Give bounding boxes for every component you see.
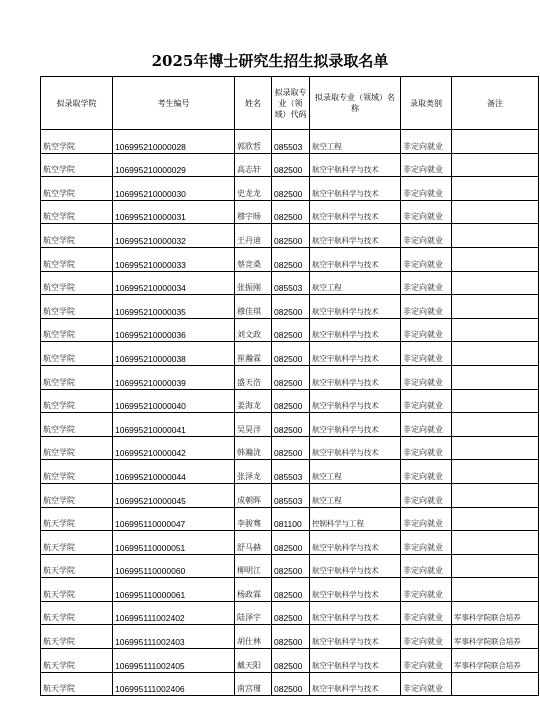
cell-name: 张振刚 xyxy=(235,271,272,295)
cell-note xyxy=(452,436,539,460)
cell-exam-no: 106995210000031 xyxy=(113,200,235,224)
cell-major-code: 082500 xyxy=(272,342,310,366)
header-note: 备注 xyxy=(452,77,539,130)
cell-note xyxy=(452,224,539,248)
cell-note: 军事科学院联合培养 xyxy=(452,625,539,649)
cell-college: 航天学院 xyxy=(41,531,113,555)
table-row xyxy=(41,130,539,154)
cell-note xyxy=(452,177,539,201)
cell-major-name: 航空宇航科学与技术 xyxy=(310,365,401,389)
cell-category: 非定向就业 xyxy=(401,578,452,602)
cell-note xyxy=(452,531,539,555)
table-row xyxy=(41,247,539,271)
cell-major-code: 085503 xyxy=(272,460,310,484)
cell-exam-no: 106995110000060 xyxy=(113,554,235,578)
cell-college: 航空学院 xyxy=(41,130,113,154)
cell-college: 航空学院 xyxy=(41,271,113,295)
cell-note xyxy=(452,271,539,295)
cell-note xyxy=(452,389,539,413)
cell-name: 刘文政 xyxy=(235,318,272,342)
cell-major-name: 航空宇航科学与技术 xyxy=(310,389,401,413)
table-row xyxy=(41,672,539,696)
cell-exam-no: 106995210000033 xyxy=(113,247,235,271)
cell-category: 非定向就业 xyxy=(401,601,452,625)
table-row xyxy=(41,531,539,555)
cell-major-name: 航空工程 xyxy=(310,460,401,484)
cell-note xyxy=(452,554,539,578)
cell-exam-no: 106995210000028 xyxy=(113,130,235,154)
cell-major-code: 082500 xyxy=(272,153,310,177)
cell-category: 非定向就业 xyxy=(401,177,452,201)
cell-category: 非定向就业 xyxy=(401,365,452,389)
cell-category: 非定向就业 xyxy=(401,413,452,437)
cell-major-code: 082500 xyxy=(272,413,310,437)
cell-name: 穆宇旸 xyxy=(235,200,272,224)
cell-college: 航空学院 xyxy=(41,365,113,389)
cell-major-name: 航空宇航科学与技术 xyxy=(310,318,401,342)
cell-category: 非定向就业 xyxy=(401,224,452,248)
table-body xyxy=(41,130,539,696)
cell-college: 航空学院 xyxy=(41,153,113,177)
cell-exam-no: 106995210000029 xyxy=(113,153,235,177)
cell-name: 柳明江 xyxy=(235,554,272,578)
cell-note xyxy=(452,200,539,224)
cell-exam-no: 106995210000034 xyxy=(113,271,235,295)
cell-major-name: 控制科学与工程 xyxy=(310,507,401,531)
cell-major-code: 082500 xyxy=(272,672,310,696)
cell-major-code: 082500 xyxy=(272,554,310,578)
cell-name: 韩瀚泷 xyxy=(235,436,272,460)
header-major-code: 拟录取专业（领域）代码 xyxy=(272,77,310,130)
table-row xyxy=(41,200,539,224)
cell-note xyxy=(452,153,539,177)
cell-name: 戴天阳 xyxy=(235,649,272,673)
cell-major-code: 082500 xyxy=(272,177,310,201)
cell-major-name: 航空宇航科学与技术 xyxy=(310,224,401,248)
cell-major-name: 航空工程 xyxy=(310,130,401,154)
cell-college: 航空学院 xyxy=(41,318,113,342)
cell-name: 崔瀚霖 xyxy=(235,342,272,366)
cell-note xyxy=(452,483,539,507)
cell-major-name: 航空宇航科学与技术 xyxy=(310,413,401,437)
cell-major-code: 082500 xyxy=(272,247,310,271)
cell-category: 非定向就业 xyxy=(401,672,452,696)
cell-exam-no: 106995110000047 xyxy=(113,507,235,531)
table-row xyxy=(41,271,539,295)
header-college: 拟录取学院 xyxy=(41,77,113,130)
table-row xyxy=(41,460,539,484)
cell-major-code: 082500 xyxy=(272,531,310,555)
cell-exam-no: 106995210000036 xyxy=(113,318,235,342)
table-row xyxy=(41,483,539,507)
cell-major-code: 085503 xyxy=(272,483,310,507)
cell-major-code: 082500 xyxy=(272,649,310,673)
cell-category: 非定向就业 xyxy=(401,436,452,460)
cell-exam-no: 106995210000035 xyxy=(113,295,235,319)
cell-note xyxy=(452,365,539,389)
cell-major-code: 082500 xyxy=(272,318,310,342)
cell-category: 非定向就业 xyxy=(401,389,452,413)
table-header-row xyxy=(41,77,539,130)
cell-major-code: 082500 xyxy=(272,295,310,319)
cell-note xyxy=(452,578,539,602)
header-major-name: 拟录取专业（领域）名称 xyxy=(310,77,401,130)
cell-name: 吴昊洋 xyxy=(235,413,272,437)
table-row xyxy=(41,318,539,342)
cell-name: 成朝晖 xyxy=(235,483,272,507)
table-row xyxy=(41,413,539,437)
cell-major-name: 航空宇航科学与技术 xyxy=(310,625,401,649)
cell-major-code: 082500 xyxy=(272,224,310,248)
cell-exam-no: 106995210000045 xyxy=(113,483,235,507)
cell-exam-no: 106995210000044 xyxy=(113,460,235,484)
cell-category: 非定向就业 xyxy=(401,649,452,673)
cell-college: 航空学院 xyxy=(41,295,113,319)
cell-college: 航天学院 xyxy=(41,578,113,602)
cell-major-name: 航空工程 xyxy=(310,271,401,295)
cell-major-name: 航空宇航科学与技术 xyxy=(310,578,401,602)
cell-note xyxy=(452,672,539,696)
cell-major-name: 航空宇航科学与技术 xyxy=(310,153,401,177)
cell-category: 非定向就业 xyxy=(401,342,452,366)
cell-note xyxy=(452,130,539,154)
cell-note: 军事科学院联合培养 xyxy=(452,601,539,625)
cell-name: 郭欣哲 xyxy=(235,130,272,154)
cell-major-name: 航空宇航科学与技术 xyxy=(310,200,401,224)
cell-college: 航天学院 xyxy=(41,601,113,625)
cell-exam-no: 106995111002406 xyxy=(113,672,235,696)
cell-major-code: 082500 xyxy=(272,601,310,625)
cell-exam-no: 106995111002402 xyxy=(113,601,235,625)
cell-category: 非定向就业 xyxy=(401,625,452,649)
cell-exam-no: 106995210000038 xyxy=(113,342,235,366)
cell-name: 李骏骞 xyxy=(235,507,272,531)
table-row xyxy=(41,389,539,413)
cell-name: 陆泽宇 xyxy=(235,601,272,625)
cell-exam-no: 106995111002405 xyxy=(113,649,235,673)
cell-name: 杨政霖 xyxy=(235,578,272,602)
cell-name: 盛天浩 xyxy=(235,365,272,389)
cell-major-code: 082500 xyxy=(272,625,310,649)
cell-major-name: 航空工程 xyxy=(310,483,401,507)
cell-category: 非定向就业 xyxy=(401,483,452,507)
cell-exam-no: 106995210000032 xyxy=(113,224,235,248)
cell-note: 军事科学院联合培养 xyxy=(452,649,539,673)
cell-category: 非定向就业 xyxy=(401,460,452,484)
header-category: 录取类别 xyxy=(401,77,452,130)
table-row xyxy=(41,601,539,625)
cell-major-code: 081100 xyxy=(272,507,310,531)
cell-note xyxy=(452,507,539,531)
admission-table xyxy=(40,76,539,696)
table-row xyxy=(41,554,539,578)
cell-exam-no: 106995210000041 xyxy=(113,413,235,437)
cell-category: 非定向就业 xyxy=(401,295,452,319)
cell-major-name: 航空宇航科学与技术 xyxy=(310,342,401,366)
cell-major-code: 082500 xyxy=(272,436,310,460)
cell-category: 非定向就业 xyxy=(401,271,452,295)
cell-college: 航空学院 xyxy=(41,483,113,507)
cell-name: 穆佳琪 xyxy=(235,295,272,319)
cell-major-code: 082500 xyxy=(272,578,310,602)
table-row xyxy=(41,153,539,177)
table-row xyxy=(41,224,539,248)
header-name: 姓名 xyxy=(235,77,272,130)
cell-category: 非定向就业 xyxy=(401,247,452,271)
cell-name: 舒马赫 xyxy=(235,531,272,555)
cell-major-code: 082500 xyxy=(272,389,310,413)
cell-major-code: 085503 xyxy=(272,130,310,154)
cell-category: 非定向就业 xyxy=(401,200,452,224)
cell-category: 非定向就业 xyxy=(401,554,452,578)
cell-name: 王丹迪 xyxy=(235,224,272,248)
cell-major-name: 航空宇航科学与技术 xyxy=(310,436,401,460)
cell-exam-no: 106995210000042 xyxy=(113,436,235,460)
cell-name: 胡仕林 xyxy=(235,625,272,649)
cell-major-name: 航空宇航科学与技术 xyxy=(310,177,401,201)
cell-name: 蔡竞桑 xyxy=(235,247,272,271)
table-row xyxy=(41,436,539,460)
cell-exam-no: 106995210000039 xyxy=(113,365,235,389)
cell-college: 航天学院 xyxy=(41,649,113,673)
cell-exam-no: 106995210000040 xyxy=(113,389,235,413)
cell-category: 非定向就业 xyxy=(401,318,452,342)
cell-name: 高志轩 xyxy=(235,153,272,177)
cell-college: 航空学院 xyxy=(41,436,113,460)
cell-college: 航天学院 xyxy=(41,672,113,696)
cell-name: 史龙龙 xyxy=(235,177,272,201)
cell-major-code: 082500 xyxy=(272,365,310,389)
header-exam-no: 考生编号 xyxy=(113,77,235,130)
cell-college: 航空学院 xyxy=(41,200,113,224)
table-row xyxy=(41,365,539,389)
cell-note xyxy=(452,460,539,484)
cell-exam-no: 106995210000030 xyxy=(113,177,235,201)
cell-college: 航空学院 xyxy=(41,413,113,437)
cell-college: 航天学院 xyxy=(41,625,113,649)
table-row xyxy=(41,649,539,673)
cell-college: 航空学院 xyxy=(41,247,113,271)
cell-note xyxy=(452,413,539,437)
cell-college: 航空学院 xyxy=(41,224,113,248)
table-row xyxy=(41,625,539,649)
table-row xyxy=(41,507,539,531)
cell-major-name: 航空宇航科学与技术 xyxy=(310,672,401,696)
cell-exam-no: 106995110000061 xyxy=(113,578,235,602)
cell-major-name: 航空宇航科学与技术 xyxy=(310,247,401,271)
cell-college: 航天学院 xyxy=(41,507,113,531)
cell-category: 非定向就业 xyxy=(401,507,452,531)
cell-college: 航空学院 xyxy=(41,177,113,201)
cell-major-name: 航空宇航科学与技术 xyxy=(310,554,401,578)
table-row xyxy=(41,295,539,319)
cell-college: 航空学院 xyxy=(41,389,113,413)
table-row xyxy=(41,342,539,366)
cell-note xyxy=(452,295,539,319)
cell-major-name: 航空宇航科学与技术 xyxy=(310,601,401,625)
cell-major-name: 航空宇航科学与技术 xyxy=(310,295,401,319)
cell-name: 姜海龙 xyxy=(235,389,272,413)
table-row xyxy=(41,177,539,201)
cell-major-code: 082500 xyxy=(272,200,310,224)
cell-note xyxy=(452,342,539,366)
cell-college: 航天学院 xyxy=(41,554,113,578)
page-title: 2025年博士研究生招生拟录取名单 xyxy=(151,52,389,70)
cell-category: 非定向就业 xyxy=(401,531,452,555)
cell-name: 张泽龙 xyxy=(235,460,272,484)
cell-exam-no: 106995111002403 xyxy=(113,625,235,649)
cell-note xyxy=(452,318,539,342)
cell-note xyxy=(452,247,539,271)
cell-name: 南宫瑾 xyxy=(235,672,272,696)
cell-major-name: 航空宇航科学与技术 xyxy=(310,531,401,555)
cell-exam-no: 106995110000051 xyxy=(113,531,235,555)
cell-category: 非定向就业 xyxy=(401,153,452,177)
cell-major-code: 085503 xyxy=(272,271,310,295)
table-row xyxy=(41,578,539,602)
cell-category: 非定向就业 xyxy=(401,130,452,154)
cell-college: 航空学院 xyxy=(41,342,113,366)
cell-major-name: 航空宇航科学与技术 xyxy=(310,649,401,673)
cell-college: 航空学院 xyxy=(41,460,113,484)
